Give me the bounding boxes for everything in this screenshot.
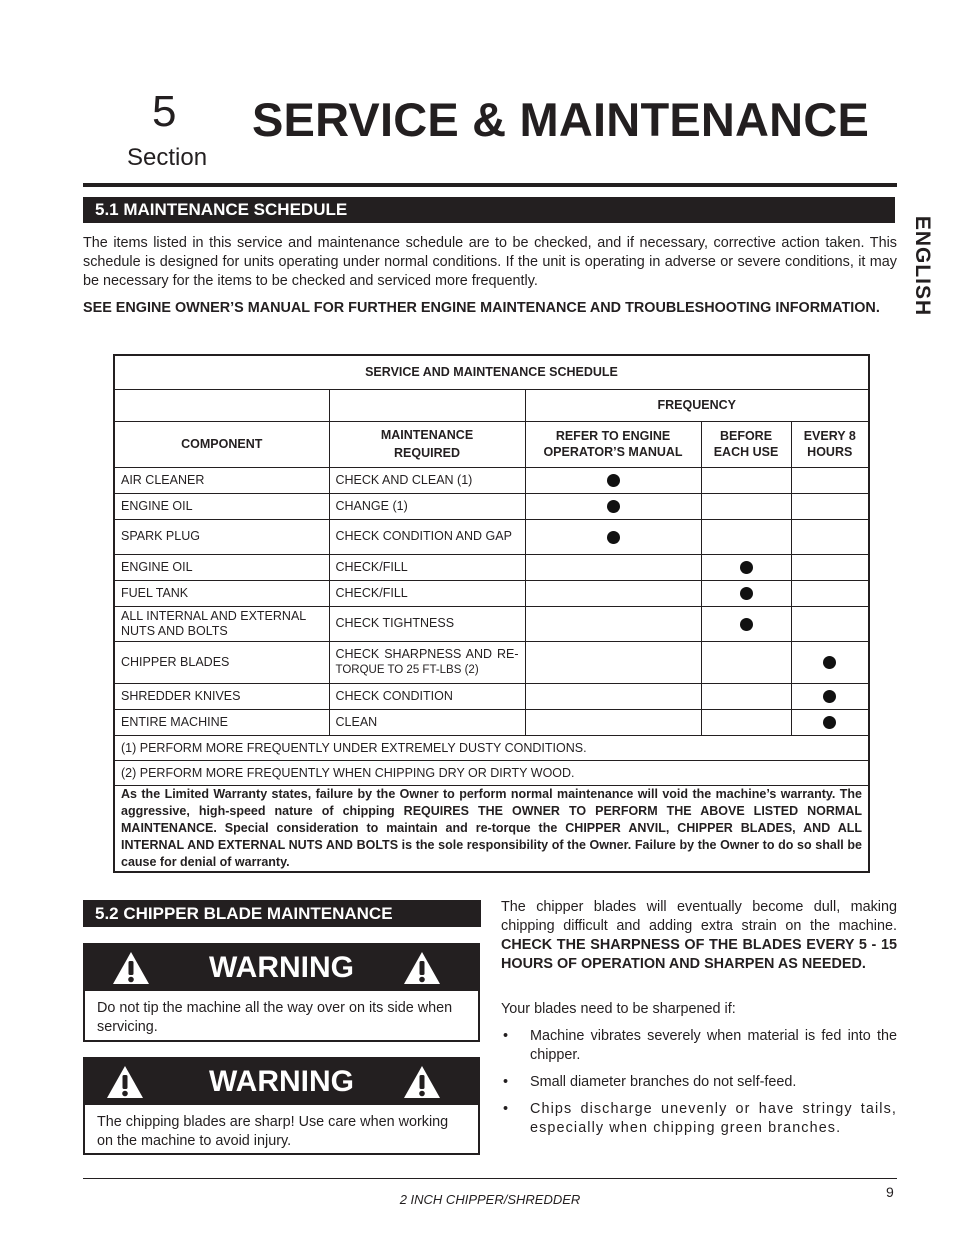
- frequency-8h-cell: [791, 467, 869, 493]
- column-header-component: COMPONENT: [114, 421, 329, 467]
- warning-text: The chipping blades are sharp! Use care when working on the machine to avoid injury.: [97, 1114, 449, 1149]
- warning-header: [85, 1059, 478, 1105]
- warning-header: [85, 945, 478, 991]
- component-cell: ENTIRE MACHINE: [114, 709, 329, 735]
- warning-box-tipping: [83, 943, 480, 1042]
- component-cell: FUEL TANK: [114, 580, 329, 606]
- list-item: • Chips discharge unevenly or have stringy tails, especially when chipping green branches.: [501, 1100, 897, 1138]
- check-dot-icon: [823, 716, 836, 729]
- frequency-before-cell: [701, 580, 791, 606]
- list-item: • Machine vibrates severely when material is fed into the chipper.: [501, 1027, 897, 1065]
- check-dot-icon: [823, 690, 836, 703]
- engine-manual-notice: SEE ENGINE OWNER’S MANUAL FOR FURTHER ENGINE MAINTENANCE AND TROUBLESHOOTING INFORMATION.: [83, 300, 880, 316]
- blade-dull-paragraph: The chipper blades will eventually become dull, making chipping difficult and adding extra strain on the machine. CHECK THE SHARPNESS OF THE BLADES EVERY 5 - 15 HOURS OF OPERATION AND SHARPEN AS NEEDED.: [501, 899, 897, 972]
- table-row: [114, 493, 869, 519]
- frequency-engine-cell: [525, 641, 701, 683]
- frequency-8h-cell: [791, 493, 869, 519]
- maintenance-cell: CHECK CONDITION: [329, 683, 525, 709]
- section-label: Section: [127, 144, 208, 171]
- frequency-engine-cell: [525, 467, 701, 493]
- section-heading-5-2: 5.2 CHIPPER BLADE MAINTENANCE: [83, 900, 481, 927]
- component-cell: AIR CLEANER: [114, 467, 329, 493]
- frequency-engine-cell: [525, 683, 701, 709]
- warranty-row: [114, 785, 869, 872]
- table-note-row: [114, 735, 869, 760]
- column-header-before-each-use: BEFORE EACH USE: [701, 421, 791, 467]
- maintenance-cell: CHECK/FILL: [329, 580, 525, 606]
- column-header-maintenance: MAINTENANCE REQUIRED: [329, 421, 525, 467]
- warning-triangle-icon: [402, 950, 442, 986]
- intro-paragraph: The items listed in this service and maintenance schedule are to be checked, and if necessary, corrective action taken. This schedule is designed for units operating under normal conditions. If the unit is operating in adverse or severe conditions, it may be necessary for the items to be checked and serviced more frequently.: [83, 235, 897, 289]
- table-row: [114, 467, 869, 493]
- header-rule: [83, 183, 897, 187]
- maintenance-cell: CHECK CONDITION AND GAP: [329, 519, 525, 554]
- maintenance-cell: CHANGE (1): [329, 493, 525, 519]
- warning-triangle-icon: [402, 1064, 442, 1100]
- frequency-before-cell: [701, 683, 791, 709]
- component-cell: ENGINE OIL: [114, 493, 329, 519]
- warning-label: WARNING: [209, 951, 354, 984]
- empty-header-cell: [114, 389, 329, 421]
- frequency-8h-cell: [791, 709, 869, 735]
- maintenance-cell: CHECK AND CLEAN (1): [329, 467, 525, 493]
- frequency-8h-cell: [791, 606, 869, 641]
- check-dot-icon: [823, 656, 836, 669]
- component-cell: SHREDDER KNIVES: [114, 683, 329, 709]
- table-row: [114, 606, 869, 641]
- footnote-1: (1) PERFORM MORE FREQUENTLY UNDER EXTREMELY DUSTY CONDITIONS.: [114, 735, 869, 760]
- frequency-before-cell: [701, 709, 791, 735]
- frequency-before-cell: [701, 519, 791, 554]
- component-cell: ALL INTERNAL AND EXTERNAL NUTS AND BOLTS: [114, 606, 329, 641]
- frequency-engine-cell: [525, 606, 701, 641]
- frequency-engine-cell: [525, 709, 701, 735]
- frequency-8h-cell: [791, 683, 869, 709]
- check-dot-icon: [607, 474, 620, 487]
- frequency-engine-cell: [525, 554, 701, 580]
- sharpen-if-text: Your blades need to be sharpened if:: [501, 1001, 736, 1017]
- table-row: [114, 519, 869, 554]
- maintenance-cell: CHECK/FILL: [329, 554, 525, 580]
- table-row: [114, 554, 869, 580]
- maintenance-schedule-table: [113, 354, 870, 873]
- maintenance-cell: CHECK TIGHTNESS: [329, 606, 525, 641]
- warning-label: WARNING: [209, 1065, 354, 1098]
- table-row: [114, 580, 869, 606]
- page-number: 9: [886, 1184, 894, 1200]
- warranty-notice: As the Limited Warranty states, failure by the Owner to perform normal maintenance will void the machine’s warranty. The aggressive, high-speed nature of chipping REQUIRES THE OWNER TO PERFORM THE ABOVE LISTED NORMAL MAINTENANCE. Special consideration to maintain and re-torque the CHIPPER ANVIL, CHIPPER BLADES, AND ALL INTERNAL AND EXTERNAL NUTS AND BOLTS is the sole responsibility of the Owner. Failure by the Owner to do so shall be cause for denial of warranty.: [114, 785, 869, 872]
- warning-box-sharp-blades: [83, 1057, 480, 1155]
- frequency-engine-cell: [525, 493, 701, 519]
- warning-text: Do not tip the machine all the way over on its side when servicing.: [97, 1000, 453, 1035]
- check-dot-icon: [607, 500, 620, 513]
- footer-product-name: 2 INCH CHIPPER/SHREDDER: [399, 1192, 581, 1207]
- frequency-header: FREQUENCY: [525, 389, 869, 421]
- frequency-before-cell: [701, 493, 791, 519]
- table-row: [114, 683, 869, 709]
- component-cell: ENGINE OIL: [114, 554, 329, 580]
- component-cell: CHIPPER BLADES: [114, 641, 329, 683]
- language-tab: [902, 196, 942, 336]
- frequency-engine-cell: [525, 519, 701, 554]
- table-row: [114, 709, 869, 735]
- empty-header-cell: [329, 389, 525, 421]
- frequency-before-cell: [701, 467, 791, 493]
- sharpen-conditions-list: [501, 1027, 897, 1146]
- table-title: SERVICE AND MAINTENANCE SCHEDULE: [114, 355, 869, 389]
- check-dot-icon: [740, 587, 753, 600]
- column-header-engine-manual: REFER TO ENGINE OPERATOR’S MANUAL: [525, 421, 701, 467]
- check-dot-icon: [740, 561, 753, 574]
- frequency-8h-cell: [791, 580, 869, 606]
- component-cell: SPARK PLUG: [114, 519, 329, 554]
- maintenance-cell: CHECK SHARPNESS AND RE- TORQUE TO 25 FT-LBS (2): [329, 641, 525, 683]
- frequency-8h-cell: [791, 519, 869, 554]
- check-dot-icon: [740, 618, 753, 631]
- section-number: 5: [152, 87, 177, 136]
- frequency-engine-cell: [525, 580, 701, 606]
- check-dot-icon: [607, 531, 620, 544]
- frequency-8h-cell: [791, 641, 869, 683]
- frequency-before-cell: [701, 641, 791, 683]
- page-title: SERVICE & MAINTENANCE: [252, 93, 870, 146]
- frequency-8h-cell: [791, 554, 869, 580]
- table-row: [114, 641, 869, 683]
- maintenance-cell: CLEAN: [329, 709, 525, 735]
- list-item: • Small diameter branches do not self-feed.: [501, 1073, 897, 1092]
- frequency-before-cell: [701, 606, 791, 641]
- section-heading-5-1: 5.1 MAINTENANCE SCHEDULE: [83, 197, 895, 223]
- footer-rule: [83, 1178, 897, 1179]
- table-note-row: [114, 760, 869, 785]
- column-header-every-8-hours: EVERY 8 HOURS: [791, 421, 869, 467]
- footnote-2: (2) PERFORM MORE FREQUENTLY WHEN CHIPPING DRY OR DIRTY WOOD.: [114, 760, 869, 785]
- frequency-before-cell: [701, 554, 791, 580]
- language-tab-label: ENGLISH: [911, 215, 934, 317]
